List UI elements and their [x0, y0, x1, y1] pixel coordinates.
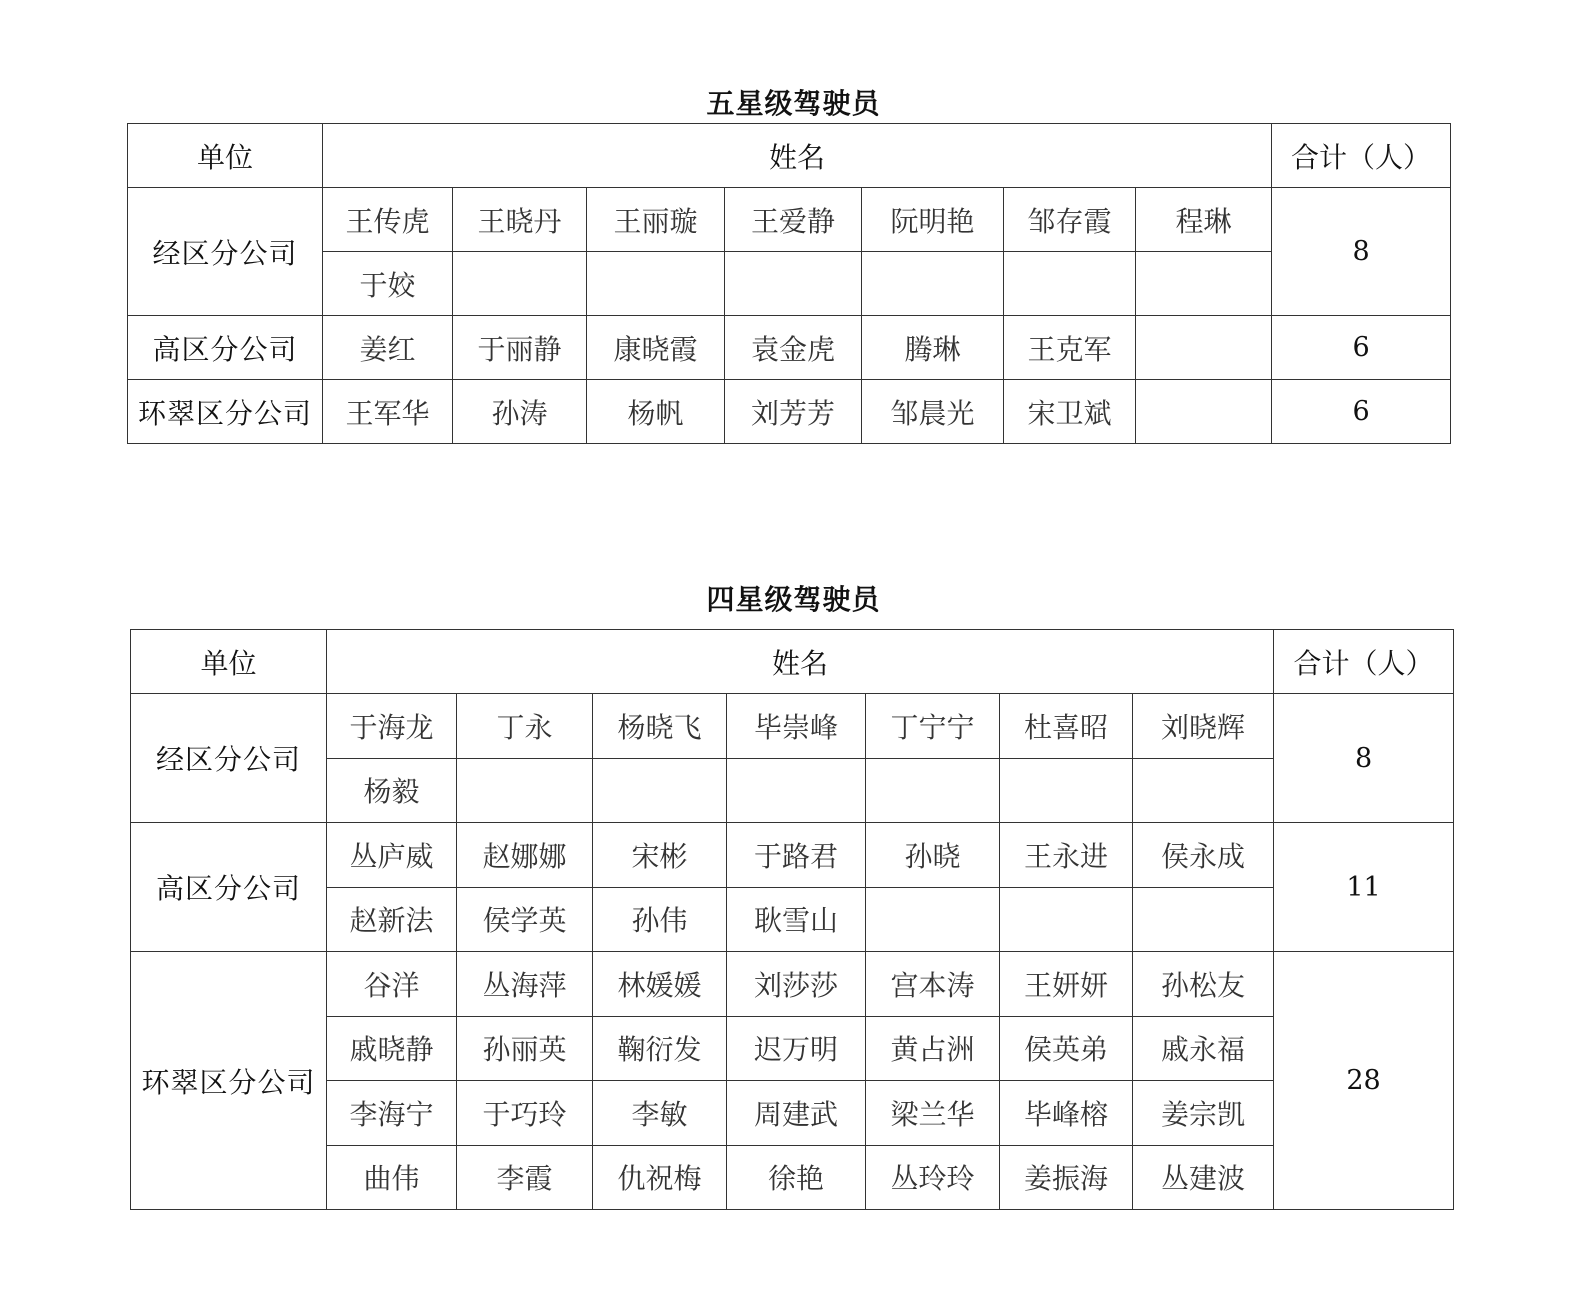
- name-cell: 曲伟: [327, 1145, 457, 1210]
- total-cell: 11: [1274, 823, 1454, 952]
- name-cell: 腾琳: [862, 316, 1004, 380]
- name-cell: 刘莎莎: [727, 952, 866, 1017]
- name-cell: 王传虎: [323, 188, 453, 252]
- name-cell: 王晓丹: [453, 188, 587, 252]
- name-cell: 于海龙: [327, 694, 457, 759]
- name-cell: 邹存霞: [1004, 188, 1136, 252]
- name-cell: 戚永福: [1133, 1016, 1274, 1081]
- name-cell: [1136, 252, 1272, 316]
- name-cell: 鞠衍发: [593, 1016, 727, 1081]
- name-cell: 孙涛: [453, 380, 587, 444]
- name-cell: 杜喜昭: [1000, 694, 1133, 759]
- name-cell: [457, 758, 593, 823]
- name-cell: 孙松友: [1133, 952, 1274, 1017]
- name-cell: 孙丽英: [457, 1016, 593, 1081]
- header-names: 姓名: [327, 630, 1274, 694]
- name-cell: [862, 252, 1004, 316]
- name-cell: 丁宁宁: [866, 694, 1000, 759]
- name-cell: 王永进: [1000, 823, 1133, 888]
- name-cell: [587, 252, 725, 316]
- name-cell: 仇祝梅: [593, 1145, 727, 1210]
- name-cell: 李霞: [457, 1145, 593, 1210]
- name-cell: [866, 887, 1000, 952]
- name-cell: 于丽静: [453, 316, 587, 380]
- name-cell: 袁金虎: [725, 316, 862, 380]
- name-cell: 宫本涛: [866, 952, 1000, 1017]
- name-cell: 王爱静: [725, 188, 862, 252]
- name-cell: 刘晓辉: [1133, 694, 1274, 759]
- name-cell: [725, 252, 862, 316]
- table-row: [128, 252, 1451, 316]
- name-cell: 宋卫斌: [1004, 380, 1136, 444]
- name-cell: 杨晓飞: [593, 694, 727, 759]
- table-row: [128, 188, 1451, 252]
- name-cell: 梁兰华: [866, 1081, 1000, 1146]
- name-cell: 王克军: [1004, 316, 1136, 380]
- name-cell: [866, 758, 1000, 823]
- name-cell: 王丽璇: [587, 188, 725, 252]
- name-cell: 耿雪山: [727, 887, 866, 952]
- name-cell: 周建武: [727, 1081, 866, 1146]
- name-cell: 姜宗凯: [1133, 1081, 1274, 1146]
- name-cell: 王军华: [323, 380, 453, 444]
- name-cell: 于巧玲: [457, 1081, 593, 1146]
- table-row: [128, 316, 1451, 380]
- total-cell: 6: [1272, 380, 1451, 444]
- name-cell: [727, 758, 866, 823]
- five-star-table: [127, 123, 1451, 444]
- name-cell: 林媛媛: [593, 952, 727, 1017]
- four-star-table: [130, 629, 1454, 1210]
- name-cell: 李海宁: [327, 1081, 457, 1146]
- table-row: [131, 823, 1454, 888]
- unit-cell: 环翠区分公司: [128, 380, 323, 444]
- name-cell: [1004, 252, 1136, 316]
- name-cell: 毕峰榕: [1000, 1081, 1133, 1146]
- name-cell: 孙晓: [866, 823, 1000, 888]
- name-cell: 戚晓静: [327, 1016, 457, 1081]
- name-cell: 毕崇峰: [727, 694, 866, 759]
- name-cell: 杨毅: [327, 758, 457, 823]
- name-cell: [1000, 758, 1133, 823]
- name-cell: [1136, 316, 1272, 380]
- name-cell: 程琳: [1136, 188, 1272, 252]
- name-cell: [593, 758, 727, 823]
- total-cell: 6: [1272, 316, 1451, 380]
- name-cell: 邹晨光: [862, 380, 1004, 444]
- unit-cell: 高区分公司: [131, 823, 327, 952]
- name-cell: 黄占洲: [866, 1016, 1000, 1081]
- name-cell: 姜振海: [1000, 1145, 1133, 1210]
- name-cell: 康晓霞: [587, 316, 725, 380]
- name-cell: 徐艳: [727, 1145, 866, 1210]
- name-cell: 孙伟: [593, 887, 727, 952]
- name-cell: 侯学英: [457, 887, 593, 952]
- name-cell: [1000, 887, 1133, 952]
- total-cell: 28: [1274, 952, 1454, 1210]
- unit-cell: 经区分公司: [131, 694, 327, 823]
- name-cell: 丛玲玲: [866, 1145, 1000, 1210]
- name-cell: 于姣: [323, 252, 453, 316]
- name-cell: [1133, 758, 1274, 823]
- name-cell: 丛庐威: [327, 823, 457, 888]
- name-cell: 杨帆: [587, 380, 725, 444]
- name-cell: 于路君: [727, 823, 866, 888]
- header-names: 姓名: [323, 124, 1272, 188]
- header-unit: 单位: [131, 630, 327, 694]
- name-cell: 迟万明: [727, 1016, 866, 1081]
- total-cell: 8: [1274, 694, 1454, 823]
- table-row: [128, 380, 1451, 444]
- five-star-title: 五星级驾驶员: [706, 87, 881, 120]
- name-cell: 侯永成: [1133, 823, 1274, 888]
- table-row: [131, 1145, 1454, 1210]
- name-cell: 谷洋: [327, 952, 457, 1017]
- name-cell: [1133, 887, 1274, 952]
- name-cell: 李敏: [593, 1081, 727, 1146]
- table-row: [131, 694, 1454, 759]
- name-cell: 王妍妍: [1000, 952, 1133, 1017]
- table-row: [131, 1081, 1454, 1146]
- unit-cell: 高区分公司: [128, 316, 323, 380]
- name-cell: [1136, 380, 1272, 444]
- table-row: [131, 952, 1454, 1017]
- name-cell: 丛海萍: [457, 952, 593, 1017]
- table-row: [131, 1016, 1454, 1081]
- name-cell: 刘芳芳: [725, 380, 862, 444]
- name-cell: 侯英弟: [1000, 1016, 1133, 1081]
- unit-cell: 经区分公司: [128, 188, 323, 316]
- header-row: [128, 124, 1451, 188]
- header-row: [131, 630, 1454, 694]
- header-total: 合计（人）: [1272, 124, 1451, 188]
- name-cell: 丛建波: [1133, 1145, 1274, 1210]
- name-cell: 赵娜娜: [457, 823, 593, 888]
- unit-cell: 环翠区分公司: [131, 952, 327, 1210]
- table-row: [131, 758, 1454, 823]
- total-cell: 8: [1272, 188, 1451, 316]
- name-cell: 丁永: [457, 694, 593, 759]
- name-cell: 阮明艳: [862, 188, 1004, 252]
- name-cell: 宋彬: [593, 823, 727, 888]
- name-cell: 赵新法: [327, 887, 457, 952]
- four-star-title: 四星级驾驶员: [706, 583, 881, 616]
- name-cell: 姜红: [323, 316, 453, 380]
- header-total: 合计（人）: [1274, 630, 1454, 694]
- table-row: [131, 887, 1454, 952]
- header-unit: 单位: [128, 124, 323, 188]
- name-cell: [453, 252, 587, 316]
